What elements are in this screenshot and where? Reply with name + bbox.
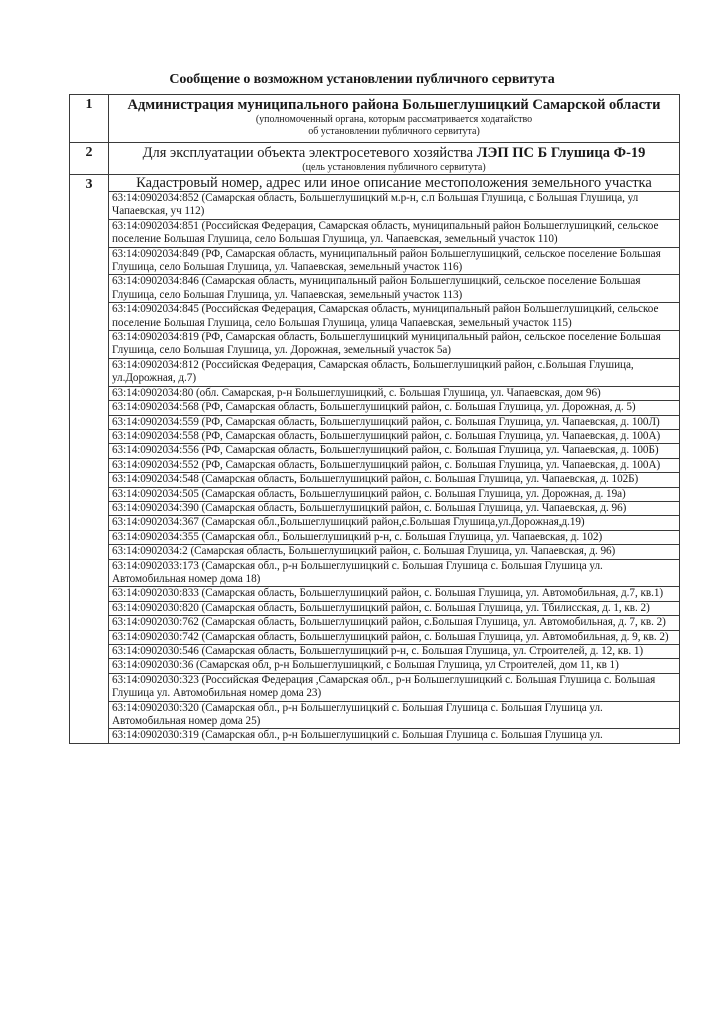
parcel-item: 63:14:0902034:568 (РФ, Самарская область, Большеглушицкий район, с. Большая Глушица, ул. Дорожная, д. 5) xyxy=(109,401,679,415)
parcel-item: 63:14:0902030:742 (Самарская область, Большеглушицкий район, с. Большая Глушица, ул. Автомобильная, д. 9, кв. 2) xyxy=(109,631,679,645)
notice-table xyxy=(69,94,680,744)
parcel-item: 63:14:0902033:173 (Самарская обл., р-н Большеглушицкий с. Большая Глушица с. Большая Глушица ул. Автомобильная номер дома 18) xyxy=(109,560,679,588)
parcel-item: 63:14:0902034:2 (Самарская область, Большеглушицкий район, с. Большая Глушица, ул. Чапаевская, д. 96) xyxy=(109,545,679,559)
section-note: (уполномоченный органа, которым рассматривается ходатайство xyxy=(255,114,533,125)
section-number: 1 xyxy=(70,95,109,143)
section-content xyxy=(109,95,680,143)
parcel-item: 63:14:0902034:845 (Российская Федерация, Самарская область, муниципальный район Большеглушицкий, сельское поселение Большая Глушица, село Большая Глушица, улица Чапаевская, земельный участок 115) xyxy=(109,303,679,331)
parcel-item: 63:14:0902034:849 (РФ, Самарская область, муниципальный район Большеглушицкий, сельское поселение Большая Глушица, село Большая Глушица, ул. Чапаевская, земельный участок 116) xyxy=(109,248,679,276)
parcel-item: 63:14:0902034:851 (Российская Федерация, Самарская область, муниципальный район Большеглушицкий, сельское поселение Большая Глушица, село Большая Глушица, ул. Чапаевская, земельный участок 110) xyxy=(109,220,679,248)
parcel-item: 63:14:0902034:390 (Самарская область, Большеглушицкий район, с. Большая Глушица, ул. Чапаевская, д. 96) xyxy=(109,502,679,516)
parcel-item: 63:14:0902034:556 (РФ, Самарская область, Большеглушицкий район, с. Большая Глушица, ул. Чапаевская, д. 100Б) xyxy=(109,444,679,458)
parcel-item: 63:14:0902030:323 (Российская Федерация ,Самарская обл., р-н Большеглушицкий с. Большая Глушица с. Большая Глушица ул. Автомобильная номер дома 23) xyxy=(109,674,679,702)
section-row-2 xyxy=(70,143,680,175)
parcel-item: 63:14:0902030:762 (Самарская область, Большеглушицкий район, с.Большая Глушица, ул. Автомобильная, д. 7, кв. 2) xyxy=(109,616,679,630)
section-content xyxy=(109,175,680,744)
section-number: 3 xyxy=(70,175,109,744)
section-content xyxy=(109,143,680,175)
section-note: об установлении публичного сервитута) xyxy=(308,126,480,137)
section-row-1 xyxy=(70,95,680,143)
section-heading: Кадастровый номер, адрес или иное описание местоположения земельного участка xyxy=(109,175,679,192)
parcel-item: 63:14:0902030:36 (Самарская обл, р-н Большеглушицкий, с Большая Глушица, ул Строителей, дом 11, кв 1) xyxy=(109,659,679,673)
parcel-item: 63:14:0902034:812 (Российская Федерация, Самарская область, Большеглушицкий район, с.Большая Глушица, ул.Дорожная, д.7) xyxy=(109,359,679,387)
section-note: (цель установления публичного сервитута) xyxy=(302,162,486,173)
section-row-3 xyxy=(70,175,680,744)
parcel-item: 63:14:0902034:355 (Самарская обл., Большеглушицкий р-н, с. Большая Глушица, ул. Чапаевская, д. 102) xyxy=(109,531,679,545)
parcel-item: 63:14:0902034:80 (обл. Самарская, р-н Большеглушицкий, с. Большая Глушица, ул. Чапаевская, дом 96) xyxy=(109,387,679,401)
parcel-item: 63:14:0902034:505 (Самарская область, Большеглушицкий район, с. Большая Глушица, ул. Дорожная, д. 19а) xyxy=(109,488,679,502)
document-title: Сообщение о возможном установлении публичного сервитута xyxy=(169,72,555,87)
parcel-item: 63:14:0902034:846 (Самарская область, муниципальный район Большеглушицкий, сельское поселение Большая Глушица, село Большая Глушица, ул. Чапаевская, земельный участок 113) xyxy=(109,275,679,303)
parcel-item: 63:14:0902030:546 (Самарская область, Большеглушицкий р-н, с. Большая Глушица, ул. Строителей, д. 12, кв. 1) xyxy=(109,645,679,659)
parcel-item: 63:14:0902030:319 (Самарская обл., р-н Большеглушицкий с. Большая Глушица с. Большая Глушица ул. xyxy=(112,729,603,742)
section-number: 2 xyxy=(70,143,109,175)
authority-name: Администрация муниципального района Большеглушицкий Самарской области xyxy=(127,97,661,113)
parcel-item: 63:14:0902030:820 (Самарская область, Большеглушицкий район, с. Большая Глушица, ул. Тбилисская, д. 1, кв. 2) xyxy=(109,602,679,616)
parcel-list xyxy=(109,192,679,743)
parcel-item: 63:14:0902034:558 (РФ, Самарская область, Большеглушицкий район, с. Большая Глушица, ул. Чапаевская, д. 100А) xyxy=(109,430,679,444)
parcel-item: 63:14:0902034:819 (РФ, Самарская область, Большеглушицкий муниципальный район, сельское поселение Большая Глушица, село Большая Глушица, ул. Дорожная, земельный участок 5а) xyxy=(109,331,679,359)
purpose-text: Для эксплуатации объекта электросетевого хозяйства xyxy=(142,145,477,161)
parcel-item: 63:14:0902034:852 (Самарская область, Большеглушицкий м.р-н, с.п Большая Глушица, с Большая Глушица, ул Чапаевская, уч 112) xyxy=(109,192,679,220)
parcel-item: 63:14:0902030:320 (Самарская обл., р-н Большеглушицкий с. Большая Глушица с. Большая Глушица ул. Автомобильная номер дома 25) xyxy=(109,702,679,730)
parcel-item: 63:14:0902034:548 (Самарская область, Большеглушицкий район, с. Большая Глушица, ул. Чапаевская, д. 102Б) xyxy=(109,473,679,487)
parcel-item: 63:14:0902030:833 (Самарская область, Большеглушицкий район, с. Большая Глушица, ул. Автомобильная, д.7, кв.1) xyxy=(109,587,679,601)
power-line-name: ЛЭП ПС Б Глушица Ф-19 xyxy=(476,145,646,161)
parcel-item: 63:14:0902034:559 (РФ, Самарская область, Большеглушицкий район, с. Большая Глушица, ул. Чапаевская, д. 100Л) xyxy=(109,416,679,430)
parcel-item: 63:14:0902034:367 (Самарская обл.,Большеглушицкий район,с.Большая Глушица,ул.Дорожная,д.19) xyxy=(109,516,679,530)
parcel-item: 63:14:0902034:552 (РФ, Самарская область, Большеглушицкий район, с. Большая Глушица, ул. Чапаевская, д. 100А) xyxy=(109,459,679,473)
